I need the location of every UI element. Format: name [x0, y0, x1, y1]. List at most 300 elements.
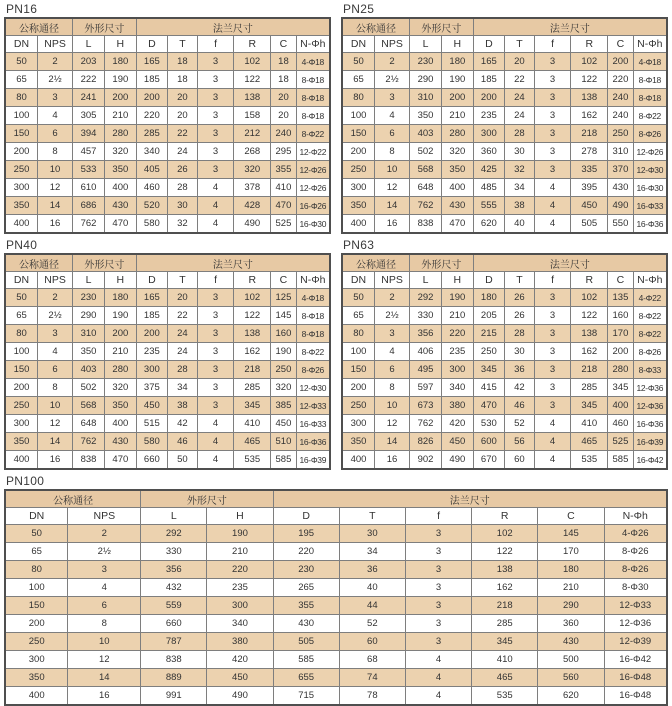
table-cell: 3 [534, 289, 570, 307]
table-cell: 3 [197, 289, 233, 307]
table-cell: 268 [234, 143, 271, 161]
table-cell: 3 [405, 561, 471, 579]
table-cell: 180 [473, 289, 504, 307]
table-row [342, 215, 667, 234]
table-cell: 400 [342, 451, 374, 470]
table-cell: 285 [136, 125, 167, 143]
group-header: 法兰尺寸 [136, 254, 330, 272]
table-row [342, 325, 667, 343]
table-cell: 4 [534, 433, 570, 451]
table-cell: 535 [234, 451, 271, 470]
table-cell: 2½ [37, 307, 72, 325]
table-cell: 490 [441, 451, 473, 470]
table-cell: 350 [5, 433, 37, 451]
table-cell: 16-Φ48 [604, 669, 667, 687]
table-cell: 310 [608, 143, 633, 161]
table-cell: 12-Φ39 [604, 633, 667, 651]
table-cell: 525 [271, 215, 296, 234]
table-cell: 22 [167, 307, 197, 325]
table-cell: 580 [136, 433, 167, 451]
table-cell: 16-Φ26 [296, 197, 330, 215]
table-cell: 8-Φ18 [296, 71, 330, 89]
table-cell: 285 [571, 379, 608, 397]
table-cell: 345 [472, 633, 538, 651]
group-header: 法兰尺寸 [273, 490, 667, 508]
table-cell: 138 [571, 325, 608, 343]
table-cell: 3 [534, 161, 570, 179]
table-cell: 80 [5, 561, 68, 579]
table-cell: 8-Φ26 [296, 361, 330, 379]
table-cell: 210 [104, 107, 136, 125]
table-cell: 2 [37, 53, 72, 71]
table-cell: 16-Φ36 [633, 215, 667, 234]
table-cell: 12-Φ26 [296, 161, 330, 179]
table-cell: 2 [68, 525, 141, 543]
table-row [342, 53, 667, 71]
group-header: 法兰尺寸 [136, 18, 330, 36]
table-cell: 6 [374, 125, 409, 143]
table-cell: 3 [197, 379, 233, 397]
table-cell: 3 [405, 543, 471, 561]
table-title-pn40: PN40 [6, 238, 38, 252]
table-cell: 4 [374, 343, 409, 361]
table-cell: 8-Φ26 [604, 561, 667, 579]
table-cell: 218 [472, 597, 538, 615]
table-cell: 16-Φ36 [296, 433, 330, 451]
table-cell: 280 [441, 125, 473, 143]
table-cell: 400 [104, 179, 136, 197]
table-cell: 4-Φ18 [296, 289, 330, 307]
table-cell: 80 [342, 89, 374, 107]
table-cell: 190 [104, 71, 136, 89]
table-cell: 42 [167, 415, 197, 433]
table-cell: 838 [141, 651, 207, 669]
table-cell: 8-Φ18 [296, 89, 330, 107]
table-cell: 30 [504, 143, 534, 161]
table-cell: 655 [273, 669, 339, 687]
table-cell: 145 [271, 307, 296, 325]
table-cell: 200 [104, 325, 136, 343]
column-header: H [207, 508, 273, 525]
column-header: R [571, 36, 608, 53]
table-cell: 4 [197, 197, 233, 215]
table-cell: 648 [73, 415, 105, 433]
table-row [5, 71, 330, 89]
table-cell: 185 [136, 71, 167, 89]
table-cell: 20 [271, 107, 296, 125]
table-cell: 470 [473, 397, 504, 415]
column-header: T [504, 272, 534, 289]
table-cell: 12-Φ26 [633, 143, 667, 161]
table-row [5, 107, 330, 125]
table-cell: 350 [73, 343, 105, 361]
table-cell: 375 [136, 379, 167, 397]
table-cell: 24 [167, 343, 197, 361]
table-cell: 180 [104, 53, 136, 71]
table-cell: 8-Φ26 [604, 543, 667, 561]
table-cell: 220 [273, 543, 339, 561]
table-cell: 3 [534, 307, 570, 325]
table-cell: 162 [472, 579, 538, 597]
table-cell: 162 [234, 343, 271, 361]
table-cell: 250 [5, 397, 37, 415]
table-cell: 203 [73, 53, 105, 71]
table-row [5, 525, 667, 543]
column-header: D [273, 508, 339, 525]
table-row [5, 161, 330, 179]
table-row [5, 53, 330, 71]
table-cell: 8 [37, 143, 72, 161]
group-header: 公称通径 [5, 254, 73, 272]
table-row [342, 179, 667, 197]
table-cell: 3 [197, 343, 233, 361]
table-row [5, 89, 330, 107]
table-cell: 20 [167, 289, 197, 307]
table-section-pn63 [341, 238, 668, 470]
table-cell: 200 [441, 89, 473, 107]
table-cell: 50 [167, 451, 197, 470]
table-row [342, 161, 667, 179]
table-row [5, 415, 330, 433]
table-cell: 355 [271, 161, 296, 179]
table-cell: 222 [73, 71, 105, 89]
table-cell: 3 [534, 71, 570, 89]
table-cell: 335 [571, 161, 608, 179]
table-cell: 24 [167, 325, 197, 343]
table-section-pn100 [4, 474, 668, 706]
table-cell: 170 [538, 543, 604, 561]
table-row [342, 107, 667, 125]
table-row [342, 397, 667, 415]
table-cell: 3 [534, 397, 570, 415]
table-row [5, 179, 330, 197]
table-cell: 470 [271, 197, 296, 215]
table-cell: 40 [339, 579, 405, 597]
table-cell: 660 [141, 615, 207, 633]
table-cell: 8-Φ26 [633, 343, 667, 361]
table-cell: 285 [234, 379, 271, 397]
table-cell: 16 [68, 687, 141, 706]
table-cell: 350 [441, 161, 473, 179]
table-cell: 150 [5, 597, 68, 615]
table-cell: 28 [504, 325, 534, 343]
table-cell: 715 [273, 687, 339, 706]
table-cell: 30 [504, 343, 534, 361]
group-header: 外形尺寸 [410, 18, 474, 36]
table-cell: 250 [5, 633, 68, 651]
table-cell: 3 [197, 307, 233, 325]
column-header: D [136, 36, 167, 53]
table-cell: 145 [538, 525, 604, 543]
table-cell: 14 [37, 197, 72, 215]
table-cell: 100 [5, 579, 68, 597]
table-cell: 320 [441, 143, 473, 161]
table-cell: 200 [608, 343, 633, 361]
table-cell: 8 [374, 143, 409, 161]
table-cell: 350 [342, 197, 374, 215]
table-cell: 20 [504, 53, 534, 71]
table-cell: 138 [234, 325, 271, 343]
table-cell: 162 [571, 343, 608, 361]
table-row [5, 343, 330, 361]
table-cell: 8-Φ18 [296, 307, 330, 325]
table-row [5, 307, 330, 325]
table-cell: 52 [339, 615, 405, 633]
table-cell: 400 [104, 415, 136, 433]
table-cell: 420 [207, 651, 273, 669]
table-cell: 600 [473, 433, 504, 451]
table-cell: 535 [571, 451, 608, 470]
table-cell: 4 [37, 107, 72, 125]
table-cell: 3 [405, 597, 471, 615]
table-cell: 122 [571, 71, 608, 89]
table-cell: 215 [473, 325, 504, 343]
table-cell: 3 [37, 325, 72, 343]
table-cell: 356 [410, 325, 442, 343]
table-cell: 340 [136, 143, 167, 161]
table-cell: 3 [68, 561, 141, 579]
table-cell: 428 [234, 197, 271, 215]
table-cell: 20 [271, 89, 296, 107]
table-cell: 3 [534, 143, 570, 161]
table-cell: 550 [608, 215, 633, 234]
table-cell: 18 [271, 71, 296, 89]
table-cell: 22 [504, 71, 534, 89]
table-cell: 34 [167, 379, 197, 397]
table-row [5, 325, 330, 343]
table-cell: 3 [197, 361, 233, 379]
table-cell: 265 [273, 579, 339, 597]
table-cell: 826 [410, 433, 442, 451]
table-cell: 300 [5, 651, 68, 669]
table-cell: 295 [271, 143, 296, 161]
table-cell: 14 [374, 197, 409, 215]
column-header: N-Φh [633, 36, 667, 53]
table-cell: 310 [410, 89, 442, 107]
table-cell: 138 [472, 561, 538, 579]
table-cell: 420 [441, 415, 473, 433]
table-cell: 138 [234, 89, 271, 107]
table-cell: 46 [167, 433, 197, 451]
table-cell: 450 [571, 197, 608, 215]
table-cell: 3 [405, 579, 471, 597]
table-cell: 3 [197, 125, 233, 143]
table-row [5, 379, 330, 397]
table-cell: 200 [473, 89, 504, 107]
table-cell: 4-Φ18 [296, 53, 330, 71]
table-cell: 16-Φ39 [633, 433, 667, 451]
table-cell: 787 [141, 633, 207, 651]
table-cell: 250 [608, 125, 633, 143]
table-cell: 470 [441, 215, 473, 234]
column-header: N-Φh [604, 508, 667, 525]
table-cell: 2 [37, 289, 72, 307]
table-cell: 36 [504, 361, 534, 379]
column-header: L [141, 508, 207, 525]
table-cell: 16-Φ30 [296, 215, 330, 234]
table-cell: 3 [534, 343, 570, 361]
table-cell: 8-Φ30 [604, 579, 667, 597]
table-cell: 3 [534, 325, 570, 343]
table-cell: 450 [136, 397, 167, 415]
table-row [5, 615, 667, 633]
table-cell: 160 [608, 307, 633, 325]
table-cell: 200 [104, 89, 136, 107]
column-header: C [608, 272, 633, 289]
table-cell: 220 [608, 71, 633, 89]
table-cell: 515 [136, 415, 167, 433]
table-cell: 12-Φ22 [296, 143, 330, 161]
table-cell: 378 [234, 179, 271, 197]
table-cell: 16-Φ42 [633, 451, 667, 470]
table-cell: 450 [207, 669, 273, 687]
column-header: R [234, 36, 271, 53]
table-cell: 241 [73, 89, 105, 107]
table-cell: 250 [5, 161, 37, 179]
table-cell: 10 [374, 161, 409, 179]
table-cell: 345 [473, 361, 504, 379]
table-cell: 16-Φ42 [604, 651, 667, 669]
table-title-pn63: PN63 [343, 238, 375, 252]
table-cell: 8-Φ22 [633, 107, 667, 125]
table-cell: 52 [504, 415, 534, 433]
table-cell: 3 [405, 615, 471, 633]
table-cell: 310 [73, 325, 105, 343]
table-cell: 10 [68, 633, 141, 651]
table-cell: 8-Φ18 [296, 325, 330, 343]
table-cell: 210 [538, 579, 604, 597]
table-cell: 12 [374, 179, 409, 197]
table-cell: 50 [342, 289, 374, 307]
group-header: 公称通径 [342, 18, 410, 36]
table-cell: 403 [410, 125, 442, 143]
table-cell: 10 [374, 397, 409, 415]
table-cell: 65 [5, 543, 68, 561]
table-cell: 660 [136, 451, 167, 470]
table-cell: 205 [473, 307, 504, 325]
table-cell: 762 [410, 415, 442, 433]
table-cell: 235 [473, 107, 504, 125]
table-cell: 485 [473, 179, 504, 197]
table-cell: 3 [405, 525, 471, 543]
table-cell: 400 [608, 397, 633, 415]
table-cell: 65 [342, 307, 374, 325]
table-cell: 218 [571, 125, 608, 143]
table-cell: 4 [534, 179, 570, 197]
column-header: C [608, 36, 633, 53]
group-header: 外形尺寸 [141, 490, 273, 508]
table-cell: 40 [504, 215, 534, 234]
table-cell: 403 [73, 361, 105, 379]
table-cell: 185 [473, 71, 504, 89]
group-header: 公称通径 [5, 490, 141, 508]
column-header: L [73, 272, 105, 289]
table-cell: 250 [342, 161, 374, 179]
table-cell: 430 [104, 197, 136, 215]
table-cell: 525 [608, 433, 633, 451]
column-header: DN [5, 508, 68, 525]
table-cell: 762 [410, 197, 442, 215]
table-cell: 4 [405, 651, 471, 669]
table-cell: 160 [271, 325, 296, 343]
table-cell: 200 [342, 143, 374, 161]
table-cell: 305 [73, 107, 105, 125]
table-cell: 4 [197, 215, 233, 234]
table-cell: 220 [441, 325, 473, 343]
table-cell: 50 [5, 525, 68, 543]
table-row [342, 71, 667, 89]
table-cell: 290 [410, 71, 442, 89]
table-cell: 250 [271, 361, 296, 379]
table-row [5, 561, 667, 579]
table-cell: 122 [472, 543, 538, 561]
table-cell: 14 [374, 433, 409, 451]
table-cell: 60 [504, 451, 534, 470]
column-header: NPS [374, 272, 409, 289]
table-cell: 410 [571, 415, 608, 433]
table-cell: 8-Φ22 [296, 125, 330, 143]
table-cell: 200 [5, 379, 37, 397]
table-cell: 80 [5, 89, 37, 107]
group-header: 法兰尺寸 [473, 254, 667, 272]
table-cell: 465 [234, 433, 271, 451]
table-cell: 210 [104, 343, 136, 361]
table-cell: 250 [342, 397, 374, 415]
table-section-pn40 [4, 238, 331, 470]
table-cell: 490 [234, 215, 271, 234]
table-cell: 400 [5, 687, 68, 706]
table-row [5, 143, 330, 161]
table-cell: 230 [73, 289, 105, 307]
table-cell: 16-Φ39 [296, 451, 330, 470]
table-cell: 12-Φ30 [296, 379, 330, 397]
table-cell: 14 [37, 433, 72, 451]
table-cell: 410 [234, 415, 271, 433]
table-cell: 30 [339, 525, 405, 543]
table-cell: 190 [271, 343, 296, 361]
table-cell: 16-Φ33 [633, 197, 667, 215]
table-cell: 4 [405, 687, 471, 706]
table-cell: 190 [441, 289, 473, 307]
table-cell: 16-Φ48 [604, 687, 667, 706]
table-cell: 4-Φ22 [633, 289, 667, 307]
table-cell: 26 [504, 289, 534, 307]
table-cell: 400 [5, 451, 37, 470]
table-cell: 3 [197, 325, 233, 343]
table-cell: 430 [104, 433, 136, 451]
table-cell: 3 [534, 361, 570, 379]
table-cell: 100 [342, 343, 374, 361]
table-row [5, 215, 330, 234]
table-cell: 4 [197, 179, 233, 197]
table-cell: 400 [5, 215, 37, 234]
table-row [5, 197, 330, 215]
pn40-dimension-table [4, 253, 331, 470]
table-row [5, 289, 330, 307]
table-cell: 195 [273, 525, 339, 543]
table-cell: 46 [504, 397, 534, 415]
table-cell: 3 [534, 89, 570, 107]
table-cell: 278 [571, 143, 608, 161]
table-cell: 415 [473, 379, 504, 397]
table-section-pn25 [341, 2, 668, 234]
table-row [5, 687, 667, 706]
table-cell: 585 [273, 651, 339, 669]
table-cell: 12-Φ26 [296, 179, 330, 197]
table-cell: 235 [207, 579, 273, 597]
column-header: N-Φh [296, 36, 330, 53]
table-cell: 220 [207, 561, 273, 579]
